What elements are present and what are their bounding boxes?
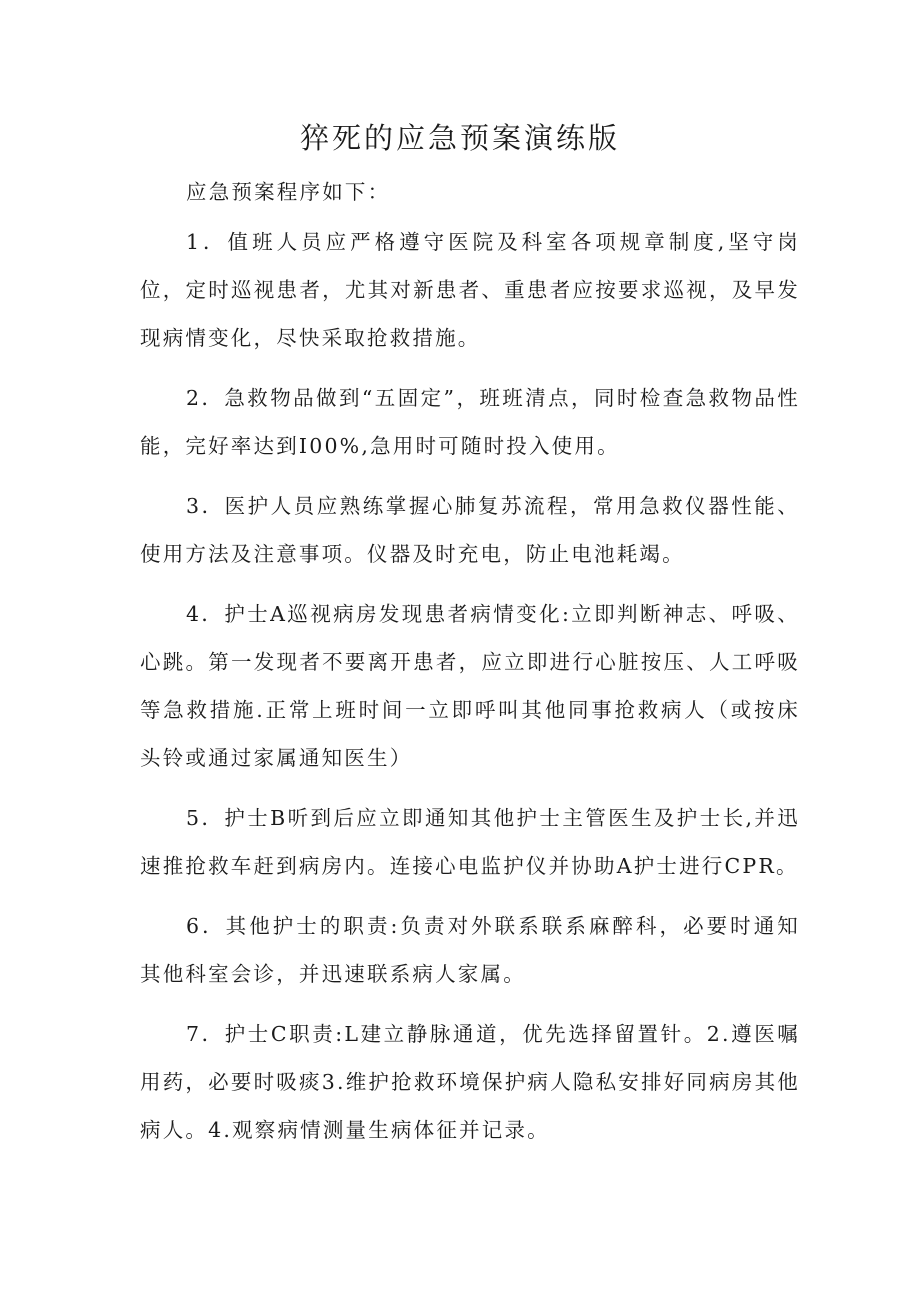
paragraph-6: 6．其他护士的职责:负责对外联系联系麻醉科，必要时通知其他科室会诊，并迅速联系病人家属。 — [140, 914, 800, 986]
intro-paragraph: 应急预案程序如下： — [186, 180, 391, 204]
paragraph-3: 3．医护人员应熟练掌握心肺复苏流程，常用急救仪器性能、使用方法及注意事项。仪器及时充电，防止电池耗竭。 — [140, 494, 800, 566]
paragraph-5: 5．护士B听到后应立即通知其他护士主管医生及护士长,并迅速推抢救车赶到病房内。连接心电监护仪并协助A护士进行CPR。 — [140, 806, 800, 878]
paragraph-1: 1．值班人员应严格遵守医院及科室各项规章制度,坚守岗位，定时巡视患者，尤其对新患者、重患者应按要求巡视，及早发现病情变化，尽快采取抢救措施。 — [140, 230, 800, 350]
paragraph-2: 2．急救物品做到“五固定”，班班清点，同时检查急救物品性能，完好率达到I00%,急用时可随时投入使用。 — [140, 386, 800, 458]
document-title: 猝死的应急预案演练版 — [299, 121, 620, 155]
document-body — [140, 168, 800, 1166]
paragraph-4: 4．护士A巡视病房发现患者病情变化:立即判断神志、呼吸、心跳。第一发现者不要离开患者，应立即进行心脏按压、人工呼吸等急救措施.正常上班时间一立即呼叫其他同事抢救病人（或按床头铃或通过家属通知医生） — [140, 602, 800, 770]
paragraph-7: 7．护士C职责:L建立静脉通道，优先选择留置针。2.遵医嘱用药，必要时吸痰3.维护抢救环境保护病人隐私安排好同病房其他病人。4.观察病情测量生病体征并记录。 — [140, 1022, 800, 1142]
